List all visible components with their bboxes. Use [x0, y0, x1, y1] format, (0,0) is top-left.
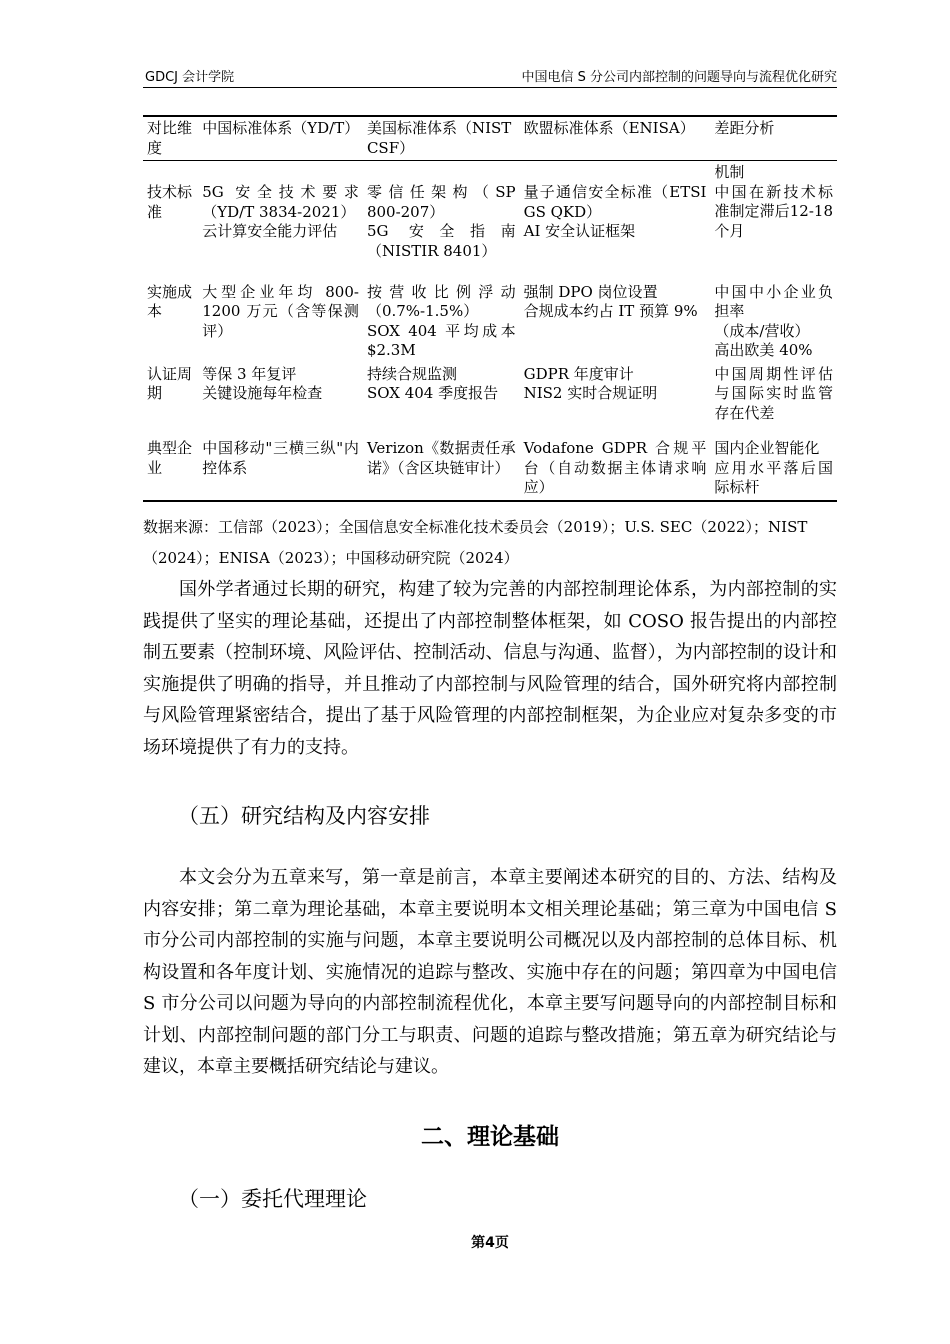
table-cell — [710, 281, 837, 363]
paragraph: 本文会分为五章来写，第一章是前言，本章主要阐述本研究的目的、方法、结构及内容安排；第二章为理论基础，本章主要说明本文相关理论基础；第三章为中国电信 S 市分公司内部控制的实施与问题，本章主要说明公司概况以及内部控制的总体目标、机构设置和各年度计划、实施情况的追踪与整改、实施中存在的问题；第四章为中国电信 S 市分公司以问题为导向的内部控制流程优化，本章主要写问题导向的内部控制目标和计划、内部控制问题的部门分工与职责、问题的追踪与整改措施；第五章为研究结论与建议，本章主要概括研究结论与建议。 — [143, 867, 837, 1077]
table-cell — [520, 363, 711, 426]
cell-line: Verizon《数据责任承诺》（含区块链审计） — [366, 439, 516, 477]
table-header-row — [143, 116, 837, 161]
cell-line: 应用水平落后国际标杆 — [714, 458, 833, 496]
table-cell — [520, 281, 711, 363]
column-header: 欧盟标准体系（ENISA） — [523, 119, 695, 137]
cell-line: 高出欧美 40% — [714, 341, 813, 359]
cell-line: 零信任架构（SP 800-207） — [366, 183, 516, 221]
table-cell — [710, 363, 837, 426]
cell-line: 中国移动"三横三纵"内控体系 — [202, 439, 359, 477]
table-cell — [198, 281, 363, 363]
header-right: 中国电信 S 分公司内部控制的问题导向与流程优化研究 — [521, 70, 837, 85]
cell-line: SOX 404 季度报告 — [366, 384, 499, 402]
table-cell — [520, 161, 711, 281]
header-left: GDCJ 会计学院 — [145, 70, 235, 85]
table-cell — [710, 161, 837, 281]
cell-line: 强制 DPO 岗位设置 — [523, 282, 658, 301]
chapter-title: 二、理论基础 — [421, 1124, 559, 1150]
table-cell: 实施成本 — [147, 282, 193, 320]
section-heading: （五）研究结构及内容安排 — [178, 804, 430, 828]
column-header: 差距分析 — [714, 119, 775, 137]
cell-line: 5G 安全技术要求（YD/T 3834-2021） — [202, 183, 359, 221]
cell-line: 机制 — [714, 163, 745, 181]
table-cell — [198, 363, 363, 426]
cell-line: 合规成本约占 IT 预算 9% — [523, 302, 698, 320]
table-cell: 技术标准 — [147, 183, 193, 221]
page-number: 第4页 — [471, 1235, 509, 1251]
cell-line: 中国周期性评估与国际实时监管存在代差 — [714, 364, 833, 422]
table-cell — [363, 363, 520, 426]
cell-line: AI 安全认证框架 — [523, 222, 636, 240]
cell-line: GDPR 年度审计 — [523, 364, 634, 383]
cell-line: 等保 3 年复评 — [202, 364, 297, 383]
section-heading: （一）委托代理理论 — [178, 1187, 367, 1211]
table-row — [143, 363, 837, 426]
cell-line: （成本/营收） — [714, 321, 810, 340]
table-cell — [710, 425, 837, 501]
comparison-table — [143, 115, 837, 502]
table-cell — [363, 161, 520, 281]
table-cell — [198, 425, 363, 501]
table-cell: 典型企业 — [147, 439, 193, 477]
table-cell — [363, 425, 520, 501]
table-cell — [520, 425, 711, 501]
cell-line: NIS2 实时合规证明 — [523, 384, 658, 402]
column-header: 对比维度 — [147, 119, 193, 157]
table-cell — [198, 161, 363, 281]
cell-line: 云计算安全能力评估 — [202, 222, 338, 240]
table-cell — [363, 281, 520, 363]
table-row — [143, 425, 837, 501]
column-header: 中国标准体系（YD/T） — [202, 119, 360, 137]
cell-line: 量子通信安全标准（ETSI GS QKD） — [523, 183, 707, 221]
column-header: 美国标准体系（NIST CSF） — [366, 119, 512, 157]
cell-line: 5G 安全指南（NISTIR 8401） — [366, 222, 516, 260]
cell-line: 大型企业年均 800-1200 万元（含等保测评） — [202, 282, 359, 340]
cell-line: 中国中小企业负担率 — [714, 282, 833, 320]
cell-line: 按营收比例浮动（0.7%-1.5%） — [366, 282, 516, 320]
cell-line: 关键设施每年检查 — [202, 384, 323, 402]
cell-line: Vodafone GDPR 合规平台（自动数据主体请求响应） — [523, 439, 707, 496]
table-row — [143, 281, 837, 363]
cell-line: SOX 404 平均成本 $2.3M — [366, 321, 516, 359]
table-row — [143, 161, 837, 281]
cell-line: 持续合规监测 — [366, 364, 457, 383]
cell-line: 国内企业智能化 — [714, 439, 820, 457]
header-rule — [143, 87, 837, 88]
cell-line: 中国在新技术标准制定滞后12-18个月 — [714, 182, 833, 240]
paragraph: 国外学者通过长期的研究，构建了较为完善的内部控制理论体系，为内部控制的实践提供了坚实的理论基础，还提出了内部控制整体框架，如 COSO 报告提出的内部控制五要素（控制环境、风险评估、控制活动、信息与沟通、监督），为内部控制的设计和实施提供了明确的指导，并且推动了内部控制与风险管理的结合，国外研究将内部控制与风险管理紧密结合，提出了基于风险管理的内部控制框架，为企业应对复杂多变的市场环境提供了有力的支持。 — [143, 579, 837, 758]
table-cell: 认证周期 — [147, 364, 193, 402]
source-note: 数据来源：工信部（2023）；全国信息安全标准化技术委员会（2019）；U.S. SEC（2022）；NIST（2024）；ENISA（2023）；中国移动研究院（2024） — [143, 518, 808, 567]
